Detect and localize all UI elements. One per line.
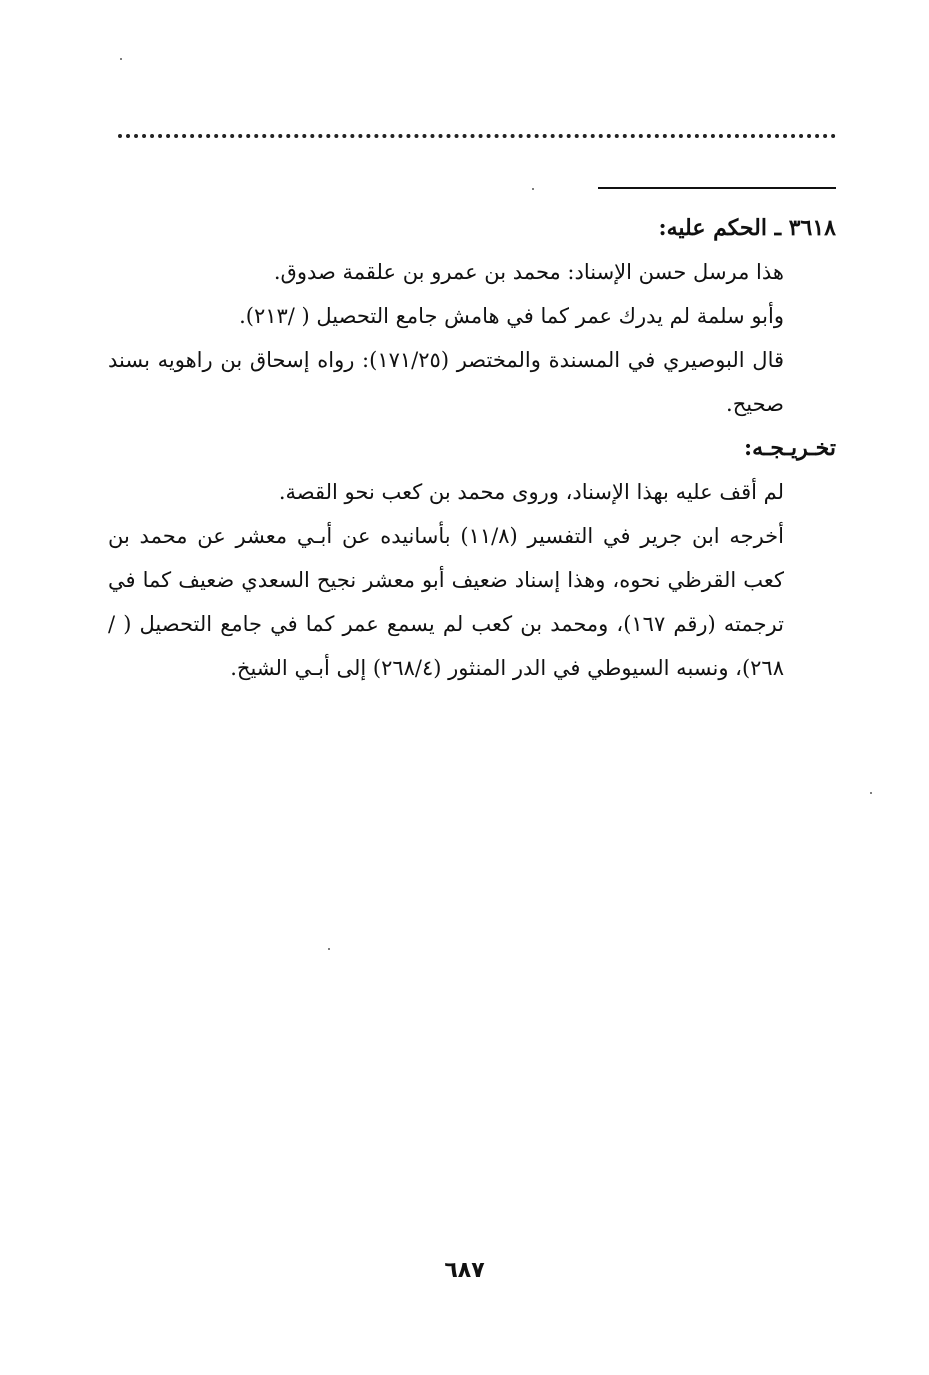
section-rule <box>598 187 836 189</box>
scan-speck <box>532 188 534 190</box>
page-number: ٦٨٧ <box>444 1258 485 1283</box>
scan-speck <box>328 948 330 950</box>
scan-speck <box>870 792 872 794</box>
takhrij-paragraph-1: لم أقف عليه بهذا الإسناد، وروى محمد بن كعب نحو القصة. <box>278 480 784 504</box>
judgment-line-2: وأبو سلمة لم يدرك عمر كما في هامش جامع التحصيل ( /٢١٣). <box>239 304 784 328</box>
takhrij-paragraph-2: أخرجه ابن جرير في التفسير (١١/٨) بأسانيده عن أبـي معشر عن محمد بن كعب القرظي نحوه، وهذا إسناد ضعيف أبو معشر نجيح السعدي ضعيف كما في ترجمته (رقم ١٦٧)، ومحمد بن كعب لم يسمع عمر كما في جامع التحصيل ( /٢٦٨)، ونسبه السيوطي في الدر المنثور (٢٦٨/٤) إلى أبـي الشيخ. <box>108 524 784 680</box>
takhrij-heading: تخـريـجـه: <box>743 435 836 461</box>
dotted-separator <box>118 134 836 138</box>
heading-dash: ـ <box>774 215 782 241</box>
judgment-line-1: هذا مرسل حسن الإسناد: محمد بن عمرو بن علقمة صدوق. <box>273 260 784 284</box>
page-content <box>108 206 836 690</box>
section-heading <box>108 206 836 250</box>
entry-number: ٣٦١٨ <box>788 215 836 241</box>
scan-speck <box>120 58 122 60</box>
heading-title: الحكم عليه: <box>658 215 767 241</box>
judgment-line-3: قال البوصيري في المسندة والمختصر (١٧١/٢٥): رواه إسحاق بن راهويه بسند صحيح. <box>108 348 785 416</box>
